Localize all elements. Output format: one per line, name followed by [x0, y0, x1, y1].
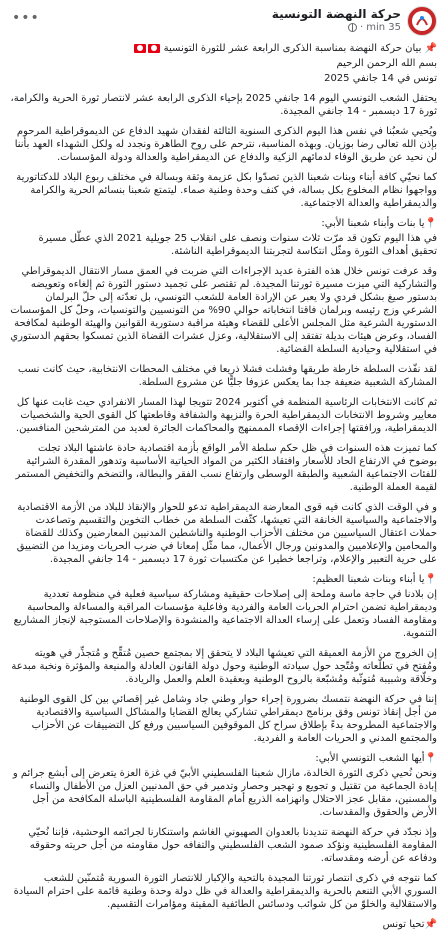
paragraph: و في الوقت الذي كانت فيه قوى المعارضة الديمقراطية تدعو للحوار والإنقاذ للبلاد من الأزمة الاقتصادية والاجتماعية والسياسية الخانقة التي تعيشها، كثّفت السلطة من خطاب التخوين والتقسيم وتصاعدت حملات اعتقال السياسيين من مختلف الأحزاب الوطنية والناشطين المدنيين المعارضين وكذلك للقضاة والمحامين والإعلاميين والمدونين ورجال الأعمال، مما مثّل إمعانا في ضرب الحريات ومزيدا من التضييق على حرية التعبير والإعلام، وتراجعا خطيرا عن مكتسبات ثورة 17 ديسمبر - 14 جانفي المجيدة. — [16, 502, 437, 565]
paragraph: يحتفل الشعب التونسي اليوم 14 جانفي 2025 بإحياء الذكرى الرابعة عشر لانتصار ثورة الحرية والكرامة، ثورة 17 ديسمبر - 14 جانفي المجيدة. — [10, 93, 437, 117]
paragraph: في هذا اليوم تكون قد مرّت ثلاث سنوات ونصف على انقلاب 25 جويلية 2021 الذي عطّل مسيرة تحقيق أهداف الثورة ومثّل انتكاسة لتجربتنا الديموقراطية الناشئة. — [38, 233, 437, 257]
post-body — [10, 42, 437, 938]
paragraph: ونحن نُحيي ذكرى الثورة الخالدة، مازال شعبنا الفلسطيني الأبيّ في غزة العزة يتعرض إلى أبشع جرائم و إبادة الجماعية من تقتيل و تجويع و تهجير وحصار وتدمير في حق المدنيين العزل من الأطفال والنساء والمسنين، مقابل عجز الاحتلال وانهزامه الذريع أمام المقاومة الفلسطينية الباسلة المكافحة من أجل الأرض والحقوق والمقدسات. — [12, 768, 437, 818]
paragraph: إننا في حركة النهضة نتمسك بضرورة إجراء حوار وطني جاد وشامل غير إقصائي بين كل القوى الوطنية من أجل إنقاذ تونس وفق برنامج ديمقراطي تشاركي يعالج القضايا والمشاكل السياسية والاقتصادية والاجتماعية المطروحة بدءً بإطلاق سراح كل الموقوفين السياسيين ورفع كل التضييقات عن الأحزاب والمجتمع المدني و الحريات العامة و الفردية. — [19, 694, 437, 744]
section-heading: 📍يا بنات وأبناء شعبنا الأبي: — [321, 218, 437, 229]
pushpin-icon: 📍 — [424, 574, 437, 585]
pushpin-icon: 📍 — [424, 218, 437, 229]
post-title: بيان حركة النهضة بمناسبة الذكرى الرابعة عشر للثورة التونسية — [163, 43, 422, 54]
tunisia-flag-icon — [134, 44, 146, 53]
post-date: تونس في 14 جانفي 2025 — [324, 73, 437, 84]
paragraph: إن بلادنا في حاجة ماسة وملحة إلى إصلاحات حقيقية ومشاركة سياسية فعلية في منظومة تعددية وديمقراطية تضمن احترام الحريات العامة والفردية وفاعلية مؤسسات المراقبة والمساءلة والمحاسبة ومقاومة الفساد وتعمل على إرساء العدالة الاجتماعية والمنشودة والإصلاحات المستوجبة لإنجاز المشاريع التنموية. — [13, 589, 437, 639]
paragraph: كما تميزت هذه السنوات في ظل حكم سلطة الأمر الواقع بأزمة اقتصادية حادة عاشتها البلاد تجلت بوضوح في الارتفاع الحاد للأسعار وافتقاد الكثير من المواد الحياتية الأساسية وتدهور المقدرة الشرائية للفئات الاجتماعية الشعبية والطبقة الوسطى وارتفاع نسب الفقر والبطالة، والتضخم والتخفيض المستمر لقيمة العملة الوطنية. — [15, 443, 437, 493]
paragraph: وقد عرفت تونس خلال هذه الفترة عديد الإجراءات التي ضربت في العمق مسار الانتقال الديموقراطي والتشاركية التي ميزت مسيرة ثورتنا المجيدة. لم تقتصر على تجميد دستور الثورة ثم إلغاءه وتعويضه بدستور صيغ بشكل فردي ولا يعبر عن الإرادة العامة للشعب التونسي، بل تعدّته إلى حلّ البرلمان الشرعي وزج رئيسه وبرلمان فاقتا انتخاباته حوالي 90% من التونسيين والتونسيات، وحلّ كل المؤسسات الدستورية الشرعية مثل المجلس الأعلى للقضاء وهيئة مراقبة دستورية القوانين والهيئة الوطنية لمكافحة الفساد، وعرض هيئات بديلة تفتقد إلى الاستقلالية، وعزل عشرات القضاة الذين تمسكوا بحقهم الدستوري في استقلالية وحيادية السلطة القضائية. — [10, 266, 437, 355]
section-heading: 📍أيها الشعب التونسي الأبي: — [315, 753, 437, 764]
paragraph: كما نحيّي كافة أبناء وبنات شعبنا الذين تصدّوا بكل عزيمة وثقة وبسالة في مختلف ربوع البلاد للدكتاتورية وواجهوا نظام المخلوع بكل بسالة، في كنف وحدة وطنية صماء. ليتمتع شعبنا بنسائم الحرية والكرامة والديمقراطية والعدالة الاجتماعية. — [16, 172, 437, 209]
tunisia-flag-icon — [148, 44, 160, 53]
section-heading: 📍يا أبناء وبنات شعبنا العظيم: — [312, 574, 437, 585]
post-title-line — [10, 42, 437, 55]
paragraph: كما نتوجه في ذكرى انتصار ثورتنا المجيدة بالتحية والإكبار للانتصار الثورة السورية مُتمنّين للشعب السوري الأبي التنعم بالحرية والديمقراطية والعدالة في ظل دولة وحدة وطنية قائمة على احترام السيادة والاستقلالية والخلوّ من كل شوائب ودسائس الطائفية المقيتة ومؤامرات التقسيم. — [13, 873, 437, 910]
more-options-button[interactable]: ••• — [12, 10, 40, 26]
paragraph: ثم كانت الانتخابات الرئاسية المنظمة في أكتوبر 2024 تتويجا لهذا المسار الانفرادي حيث غابت عنها كل معايير وشروط الانتخابات الديمقراطية الحرة والنزيهة والشفافة وقاطعتها كل القوى الحية والشخصيات الديمقراطية، ورافقتها إجراءات الإقصاء المممنهج والمحاكمات الجائرة لعديد من المترشحين المنافسين. — [15, 397, 437, 434]
post-meta — [348, 22, 401, 33]
pushpin-icon: 📌 — [424, 43, 437, 54]
meta-separator: · — [360, 22, 364, 33]
closing-line: 📌تحيا تونس — [382, 919, 437, 930]
pushpin-icon: 📍 — [424, 753, 437, 764]
pushpin-icon: 📌 — [424, 919, 437, 930]
bismillah: بسم الله الرحمن الرحيم — [336, 58, 437, 69]
paragraph: لقد نفّذت السلطة خارطة طريقها وفشلت فشلا ذريعا في مختلف المحطات الانتخابية، حيث كانت نسب المشاركة الشعبية ضعيفة جدا بما يعكس عزوفا جليًّا عن مشروع السلطة. — [17, 364, 437, 388]
paragraph: ويُحيي شعبُنا في نفس هذا اليوم الذكرى السنوية الثالثة لفقدان شهيد الدفاع عن الديموقراطية المرحوم بإذن الله تعالى رضا بوزيان. وبهذه المناسبة، نترحم على روح الطاهرة ونجدد له ولكل الشهداء العهد بأننا لن نحيد عن طريق الوفاء لدمائهم الزكية والدفاع عن الديمقراطية والعدالة ودولة المؤسسات. — [14, 126, 437, 163]
post-header — [0, 0, 447, 38]
page-avatar[interactable] — [407, 6, 437, 36]
paragraph: إن الخروج من الأزمة العميقة التي تعيشها البلاد لا يتحقق إلا بمجتمع حصين مُتقِّح و مُتجذِّر في هويته ومُفتح في تطلّعاته ومُتّحِد حول سيادته الوطنية وحول دولة القانون العادلة والمنيعة والمؤثرة ونخبة مبدعة وخلّاقة وشبيبة مُتوثّبة ومُشبّعة بالروح الوطنية وبعقيدة العلم والعمل والريادة. — [11, 648, 437, 685]
post-time[interactable]: 35 min — [366, 22, 401, 33]
paragraph: وإذ نجدّد في حركة النهضة تنديدنا بالعدوان الصهيوني الغاشم واستنكارنا لجرائمه الوحشية، فإننا نُحيّي المقاومة الفلسطينية ونؤكد صمود الشعب الفلسطيني والتفافه حول مقاومته من أجل حريته وحقوقه ودفاعه عن أرضه ومقدساته. — [28, 827, 437, 864]
page-name[interactable]: حركة النهضة التونسية — [271, 7, 401, 21]
ennahdha-logo-icon — [410, 9, 434, 33]
globe-icon — [348, 23, 357, 32]
